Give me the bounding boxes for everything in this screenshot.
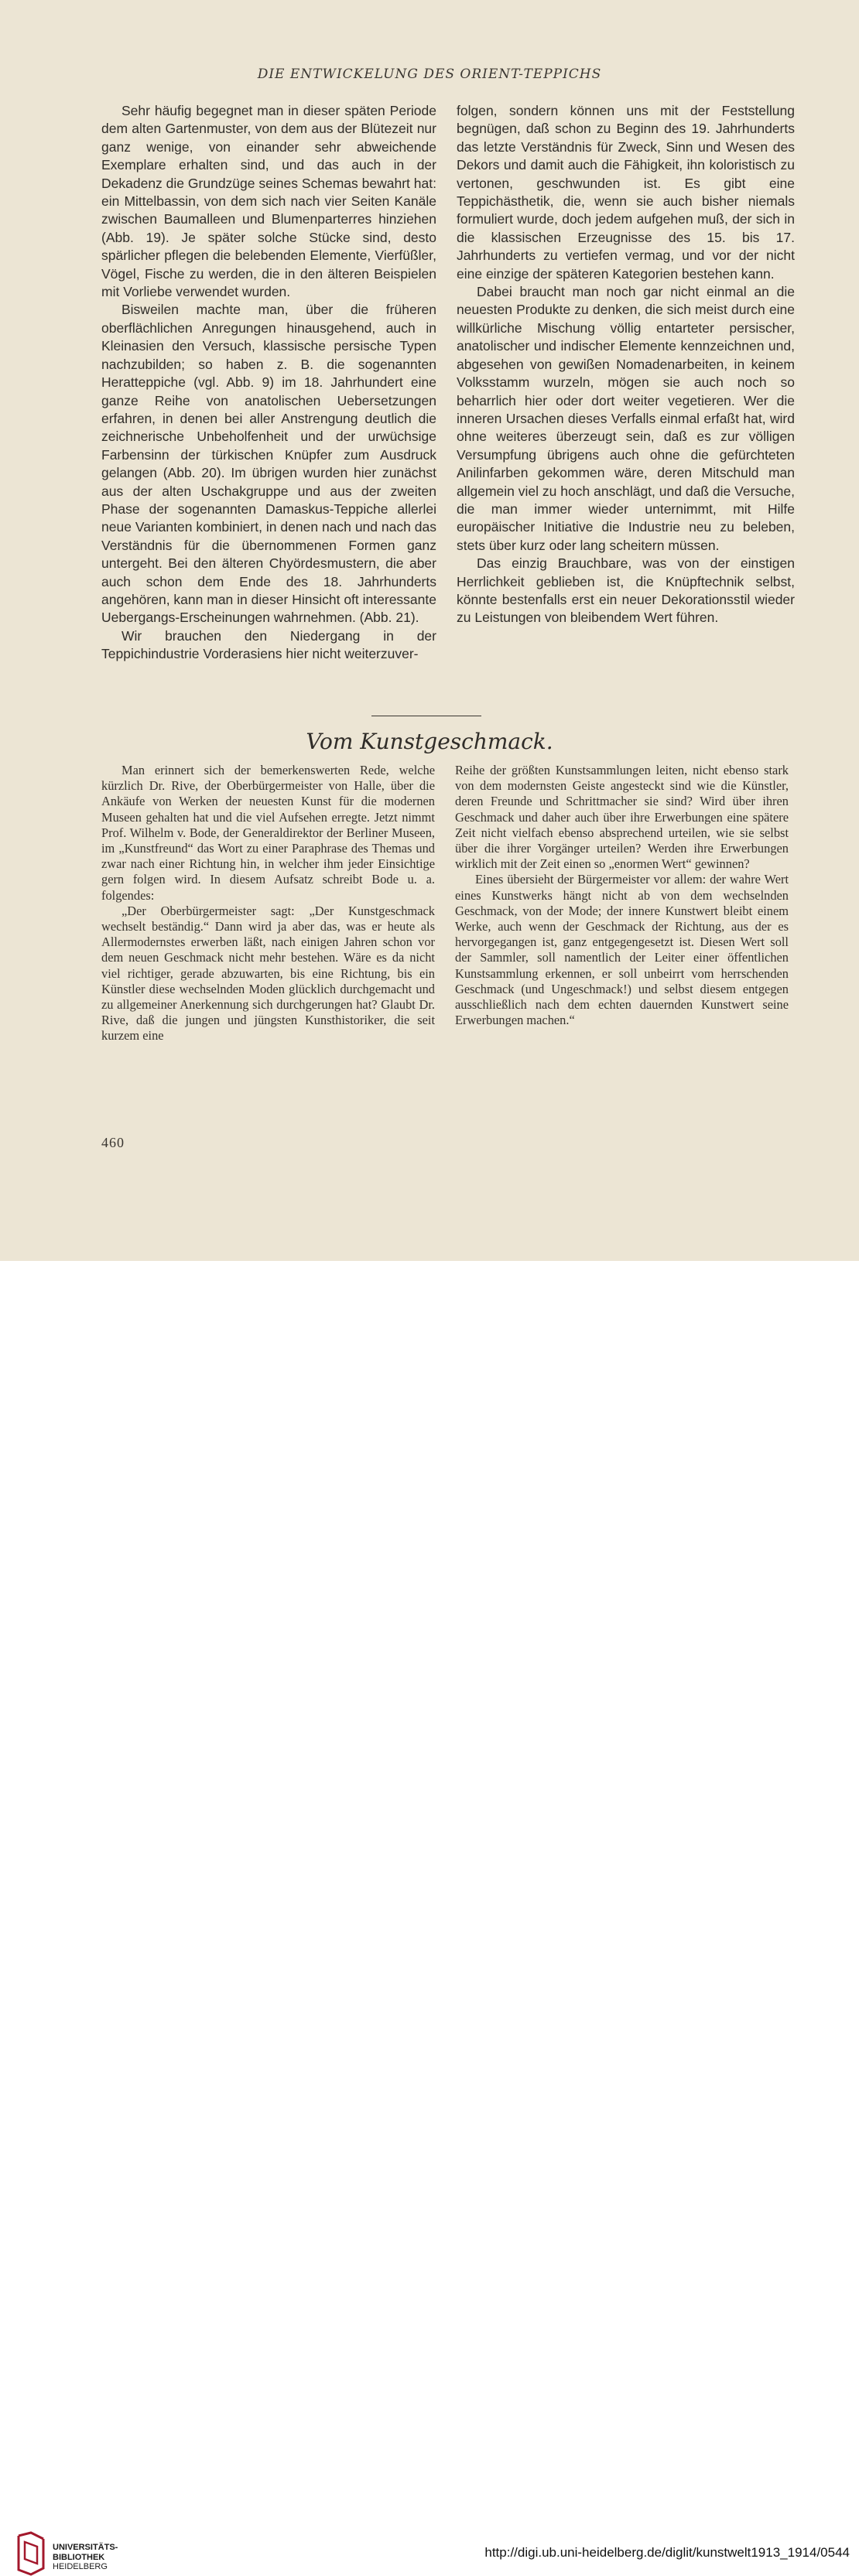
paragraph: folgen, sondern können uns mit der Feststellung begnügen, daß schon zu Beginn des 19. Jahrhunderts das letzte Verständnis für Zweck, Sinn und Wesen des Dekors und damit auch die Fähigkeit, ihn koloristisch zu vertonen, geschwunden ist. Es gibt eine Teppichästhetik, die, wenn sie auch bisher niemals formuliert wurde, doch jedem aufgehen muß, der sich in die klassischen Erzeugnisse des 15. bis 17. Jahrhunderts zu vertiefen vermag, und vor der nicht eine einzige der späteren Kategorien bestehen kann.	[457, 103, 795, 282]
paragraph: „Der Oberbürgermeister sagt: „Der Kunstgeschmack wechselt beständig.“ Dann wird ja aber das, was er heute als Allermodernstes erwerben läßt, nach einigen Jahren schon vor dem neuen Geschmack nicht mehr bestehen. Wäre es da nicht viel richtiger, gerade abzuwarten, bis eine Richtung, bis ein Künstler diese wechselnden Moden glücklich durchgemacht und zu allgemeiner Anerkennung sich durchgerungen hat? Glaubt Dr. Rive, daß die jungen und jüngsten Kunsthistoriker, die seit kurzem eine	[101, 903, 435, 1044]
paragraph: Das einzig Brauchbare, was von der einstigen Herrlichkeit geblieben ist, die Knüpftechnik selbst, könnte bestenfalls erst ein neuer Dekorationsstil wieder zu Leistungen von bleibendem Wert führen.	[457, 555, 795, 626]
text-column-left	[101, 763, 435, 1044]
source-url[interactable]: http://digi.ub.uni-heidelberg.de/diglit/kunstwelt1913_1914/0544	[484, 2545, 850, 2560]
paragraph: Eines übersieht der Bürgermeister vor allem: der wahre Wert eines Kunstwerks hängt nicht ab von dem wechselnden Geschmack, von der Mode; der innere Kunstwert bleibt einem Werke, auch wenn der Geschmack der Richtung, aus der es hervorgegangen ist, ganz entgegengesetzt ist. Diesen Wert soll der Sammler, soll namentlich der Leiter einer öffentlichen Kunstsammlung erkennen, er soll unbeirrt vom herrschenden Geschmack (und Ungeschmack!) und selbst diesem entgegen ausschließlich nach dem echten dauernden Kunstwert seine Erwerbungen machen.“	[455, 872, 789, 1028]
page-number: 460	[101, 1135, 125, 1150]
library-name	[53, 2543, 118, 2572]
section-title: Vom Kunstgeschmack.	[306, 729, 553, 754]
library-logo-icon	[15, 2531, 48, 2576]
paragraph: Dabei braucht man noch gar nicht einmal an die neuesten Produkte zu denken, die sich meist durch eine willkürliche Mischung völlig entarteter persischer, anatolischer und indischer Elemente kennzeichnen und, abgesehen von gewißen Nomadenarbeiten, in keinem Volksstamm wurzeln, mögen sie auch noch so beharrlich hier oder dort weiter vegetieren. Wer die inneren Ursachen dieses Verfalls einmal erfaßt hat, wird ohne weiteres überzeugt sein, daß es zur völligen Versumpfung übrigens auch ohne die gefürchteten Anilinfarben gekommen wäre, deren Mitschuld man allgemein viel zu hoch anschlägt, und daß die Versuche, die man immer wieder unternimmt, mit Hilfe europäischer Initiative die Industrie neu zu beleben, stets über kurz oder lang scheitern müssen.	[457, 284, 795, 553]
paragraph: Bisweilen machte man, über die früheren oberflächlichen Anregungen hinausgehend, auch in Kleinasien den Versuch, klassische persische Typen nachzubilden; so haben z. B. die sogenannten Heratteppiche (vgl. Abb. 9) im 18. Jahrhundert eine ganze Reihe von anatolischen Uebersetzungen erfahren, in denen bei aller Anstrengung deutlich die zeichnerische Unbeholfenheit und der urwüchsige Farbensinn der türkischen Knüpfer zum Ausdruck gelangen (Abb. 20). Im übrigen wurden hier zunächst aus der alten Uschakgruppe und aus der zweiten Phase der sogenannten Damaskus-Teppiche allerlei neue Varianten kombiniert, in denen nach und nach das Verständnis für die übernommenen Formen ganz untergeht. Bei den älteren Chyördesmustern, die aber auch schon dem Ende des 18. Jahrhunderts angehören, kann man in dieser Hinsicht oft interessante Uebergangs-Erscheinungen wahrnehmen. (Abb. 21).	[101, 302, 436, 626]
text-column-right	[455, 763, 789, 1028]
paragraph: Reihe der größten Kunstsammlungen leiten, nicht ebenso stark von dem modernsten Geiste angesteckt sind wie die Künstler, deren Freunde und Schrittmacher sie sind? Wird über ihren Geschmack und daher auch über ihre Erwerbungen eine spätere Zeit nicht vielfach ebenso absprechend urteilen, wie sie selbst über die ihrer Vorgänger urteilen? Werden ihre Erwerbungen wirklich mit der Zeit einen so „enormen Wert“ gewinnen?	[455, 763, 789, 872]
library-name-line: UNIVERSITÄTS-	[53, 2543, 118, 2552]
running-head: DIE ENTWICKELUNG DES ORIENT-TEPPICHS	[257, 67, 602, 82]
footer-bar	[0, 1261, 859, 2571]
text-column-right	[457, 102, 795, 627]
paragraph: Sehr häufig begegnet man in dieser späten Periode dem alten Gartenmuster, von dem aus der Blütezeit nur ganz wenige, von einander sehr abweichende Exemplare erhalten sind, und das auch in der Dekadenz die Grundzüge seines Schemas bewahrt hat: ein Mittelbassin, von dem sich nach vier Seiten Kanäle zwischen Baumalleen und Blumenparterres hinziehen (Abb. 19). Je später solche Stücke sind, desto spärlicher pflegen die belebenden Elemente, Vierfüßler, Vögel, Fische zu werden, die in den älteren Beispielen mit Vorliebe verwendet wurden.	[101, 103, 436, 300]
text-column-left	[101, 102, 436, 664]
library-name-line: HEIDELBERG	[53, 2562, 108, 2571]
library-name-line: BIBLIOTHEK	[53, 2552, 105, 2562]
paragraph: Man erinnert sich der bemerkenswerten Rede, welche kürzlich Dr. Rive, der Oberbürgermeister von Halle, über die Ankäufe von Werken der neuesten Kunst für die modernen Museen gehalten hat und die viel Aufsehen erregte. Jetzt nimmt Prof. Wilhelm v. Bode, der Generaldirektor der Berliner Museen, im „Kunstfreund“ das Wort zu einer Paraphrase des Themas und zwar nach einer Richtung hin, in welcher ihm jeder Einsichtige gern folgen wird. In diesem Aufsatz schreibt Bode u. a. folgendes:	[101, 763, 435, 903]
scanned-page	[0, 0, 859, 1261]
paragraph: Wir brauchen den Niedergang in der Teppichindustrie Vorderasiens hier nicht weiterzuver-	[101, 627, 436, 662]
